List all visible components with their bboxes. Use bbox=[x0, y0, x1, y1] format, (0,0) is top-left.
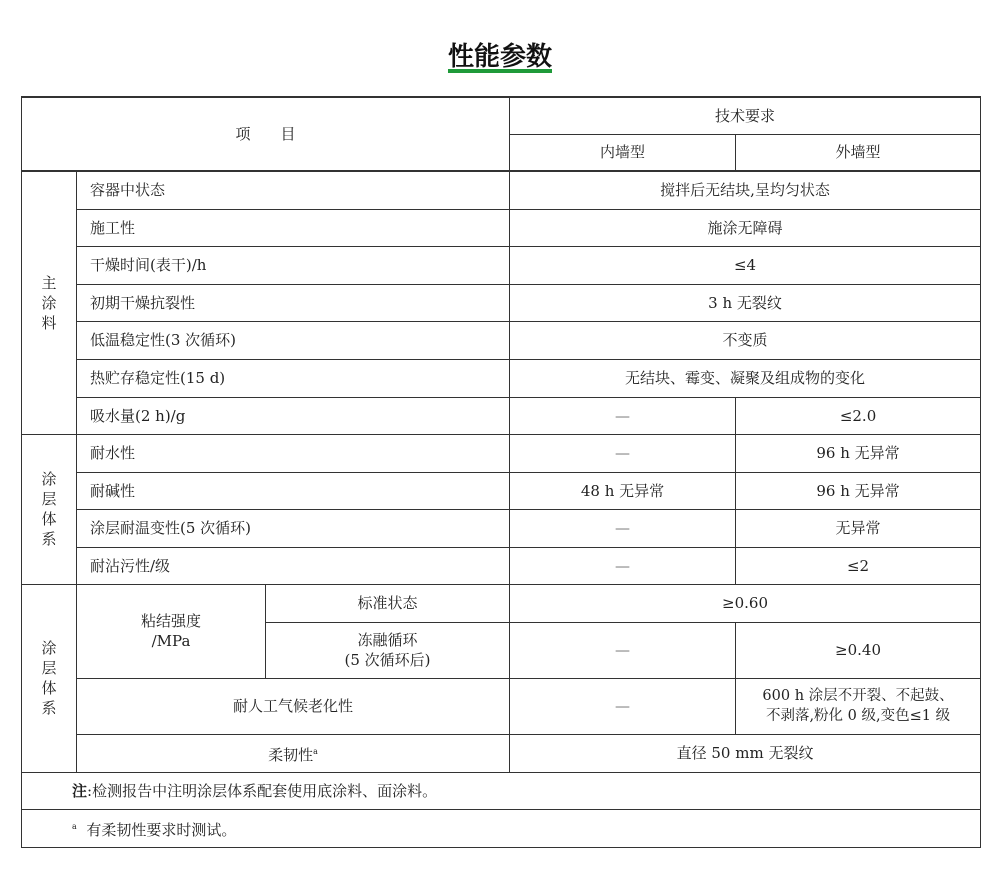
table-row bbox=[22, 209, 981, 246]
row-label: 耐碱性 bbox=[77, 472, 510, 509]
table-row bbox=[22, 397, 981, 434]
footnote-row bbox=[22, 772, 981, 809]
row-interior-value: 48 h 无异常 bbox=[510, 472, 736, 509]
row-label: 柔韧性$^a$ bbox=[77, 734, 510, 772]
title-text: 性能参数 bbox=[447, 42, 552, 72]
row-label: 容器中状态 bbox=[77, 171, 510, 209]
row-exterior-value: 无异常 bbox=[736, 509, 981, 547]
row-label: 涂层耐温变性(5 次循环) bbox=[77, 509, 510, 547]
row-label: 低温稳定性(3 次循环) bbox=[77, 321, 510, 359]
row-label: 吸水量(2 h)/g bbox=[77, 397, 510, 434]
table-row bbox=[22, 246, 981, 284]
table-row bbox=[22, 509, 981, 547]
row-label: 初期干燥抗裂性 bbox=[77, 284, 510, 321]
row-value: 搅拌后无结块,呈均匀状态 bbox=[510, 171, 981, 209]
row-exterior-value: ≤2 bbox=[736, 547, 981, 584]
table-row bbox=[22, 584, 981, 622]
row-interior-value: — bbox=[510, 509, 736, 547]
row-exterior-value: 96 h 无异常 bbox=[736, 472, 981, 509]
header-exterior: 外墙型 bbox=[736, 134, 981, 171]
page-title bbox=[0, 36, 1000, 73]
row-interior-value: — bbox=[510, 397, 736, 434]
row-value: 无结块、霉变、凝聚及组成物的变化 bbox=[510, 359, 981, 397]
performance-table bbox=[21, 96, 981, 848]
table-row bbox=[22, 171, 981, 209]
row-label: 干燥时间(表干)/h bbox=[77, 246, 510, 284]
row-label: 施工性 bbox=[77, 209, 510, 246]
table-row bbox=[22, 359, 981, 397]
table-row bbox=[22, 472, 981, 509]
header-interior: 内墙型 bbox=[510, 134, 736, 171]
row-exterior-value: ≤2.0 bbox=[736, 397, 981, 434]
note: 注:检测报告中注明涂层体系配套使用底涂料、面涂料。 bbox=[22, 772, 981, 809]
group-coating-system-1: 涂 层 体 系 bbox=[22, 434, 77, 584]
row-value: ≤4 bbox=[510, 246, 981, 284]
row-exterior-value: 96 h 无异常 bbox=[736, 434, 981, 472]
header-tech-req: 技术要求 bbox=[510, 97, 981, 134]
table-row bbox=[22, 321, 981, 359]
row-sublabel: 标准状态 bbox=[266, 584, 510, 622]
row-label: 耐人工气候老化性 bbox=[77, 678, 510, 734]
row-value: 3 h 无裂纹 bbox=[510, 284, 981, 321]
bond-strength-label: 粘结强度 /MPa bbox=[77, 584, 266, 678]
row-interior-value: — bbox=[510, 678, 736, 734]
row-interior-value: — bbox=[510, 622, 736, 678]
group-coating-system-2: 涂 层 体 系 bbox=[22, 584, 77, 772]
row-interior-value: — bbox=[510, 547, 736, 584]
table-row bbox=[22, 678, 981, 734]
table-row bbox=[22, 284, 981, 321]
row-label: 耐沾污性/级 bbox=[77, 547, 510, 584]
footnote-a: $^a$ 有柔韧性要求时测试。 bbox=[22, 809, 981, 847]
row-label: 耐水性 bbox=[77, 434, 510, 472]
row-exterior-value: 600 h 涂层不开裂、不起鼓、 不剥落,粉化 0 级,变色≤1 级 bbox=[736, 678, 981, 734]
table-row bbox=[22, 734, 981, 772]
row-value: ≥0.60 bbox=[510, 584, 981, 622]
row-exterior-value: ≥0.40 bbox=[736, 622, 981, 678]
row-sublabel: 冻融循环 (5 次循环后) bbox=[266, 622, 510, 678]
row-value: 施涂无障碍 bbox=[510, 209, 981, 246]
header-row-1 bbox=[22, 97, 981, 134]
table-row bbox=[22, 547, 981, 584]
group-main-coating: 主 涂 料 bbox=[22, 171, 77, 434]
row-value: 直径 50 mm 无裂纹 bbox=[510, 734, 981, 772]
header-item: 项 目 bbox=[22, 97, 510, 171]
footnote-row bbox=[22, 809, 981, 847]
row-interior-value: — bbox=[510, 434, 736, 472]
row-value: 不变质 bbox=[510, 321, 981, 359]
row-label: 热贮存稳定性(15 d) bbox=[77, 359, 510, 397]
table-row bbox=[22, 434, 981, 472]
